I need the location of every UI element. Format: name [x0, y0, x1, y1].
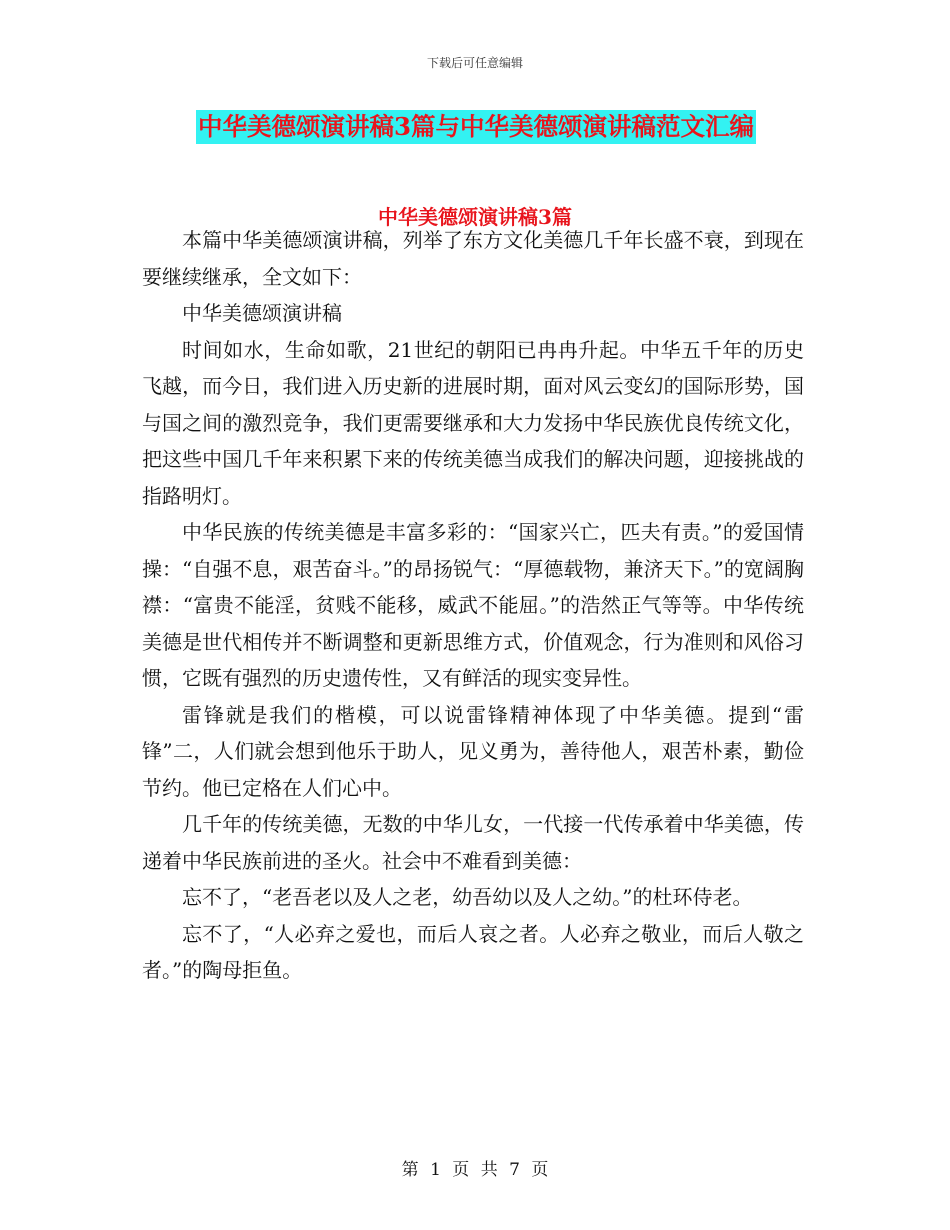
paragraph-subheading: 中华美德颂演讲稿	[182, 301, 342, 325]
paragraph: 中华民族的传统美德是丰富多彩的：“国家兴亡，匹夫有责。”的爱国情操：“自强不息，艰苦奋斗。”的昂扬锐气：“厚德载物，兼济天下。”的宽阔胸襟：“富贵不能淫，贫贱不能移，威武不能屈。”的浩然正气等等。中华传统美德是世代相传并不断调整和更新思维方式，价值观念，行为准则和风俗习惯，它既有强烈的历史遗传性，又有鲜活的现实变异性。	[142, 520, 804, 690]
page-footer: 第 1 页 共 7 页	[401, 1160, 549, 1180]
paragraph: 几千年的传统美德，无数的中华儿女，一代接一代传承着中华美德，传递着中华民族前进的圣火。社会中不难看到美德：	[142, 812, 804, 873]
paragraph: 雷锋就是我们的楷模，可以说雷锋精神体现了中华美德。提到“雷锋”二，人们就会想到他乐于助人，见义勇为，善待他人，艰苦朴素，勤俭节约。他已定格在人们心中。	[142, 702, 804, 800]
body-text	[142, 222, 804, 989]
document-title: 中华美德颂演讲稿3篇与中华美德颂演讲稿范文汇编	[196, 110, 756, 144]
paragraph: 忘不了，“老吾老以及人之老，幼吾幼以及人之幼。”的杜环侍老。	[182, 885, 753, 909]
section-title: 中华美德颂演讲稿3篇	[378, 205, 572, 229]
paragraph-intro: 本篇中华美德颂演讲稿，列举了东方文化美德几千年长盛不衰，到现在要继续继承，全文如下：	[142, 228, 804, 289]
header-note: 下载后可任意编辑	[426, 56, 523, 70]
paragraph: 忘不了，“人必弃之爱也，而后人哀之者。人必弃之敬业，而后人敬之者。”的陶母拒鱼。	[142, 921, 804, 982]
paragraph: 时间如水，生命如歌，21世纪的朝阳已冉冉升起。中华五千年的历史飞越，而今日，我们进入历史新的进展时期，面对风云变幻的国际形势，国与国之间的激烈竞争，我们更需要继承和大力发扬中华民族优良传统文化，把这些中国几千年来积累下来的传统美德当成我们的解决问题，迎接挑战的指路明灯。	[142, 337, 804, 508]
